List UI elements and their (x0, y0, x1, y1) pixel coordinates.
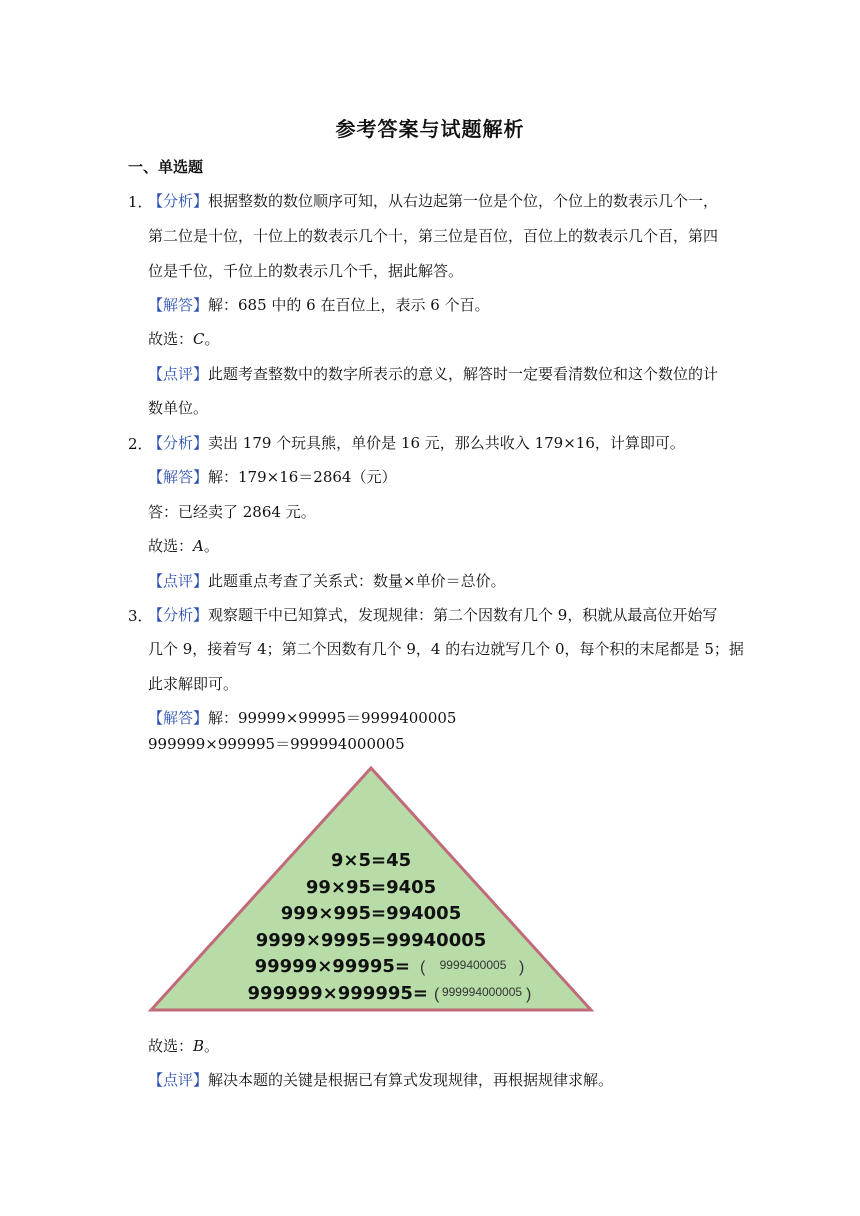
comment-tag: 【点评】 (148, 1071, 209, 1089)
solution-tag: 【解答】 (148, 709, 209, 727)
choice-suffix: 。 (203, 537, 219, 555)
page-title: 参考答案与试题解析 (335, 117, 525, 141)
pattern-row: 99999×99995= (254, 956, 410, 977)
q3-analysis-line: 几个 9，接着写 4；第二个因数有几个 9，4 的右边就写几个 0，每个积的末尾都是 5；据 (148, 640, 744, 658)
q3-comment-line (148, 1070, 613, 1090)
q1-comment-line: 数单位。 (148, 399, 209, 417)
choice-suffix: 。 (204, 1037, 220, 1055)
q3-analysis-line (148, 605, 717, 625)
choice-prefix: 故选： (148, 1037, 194, 1055)
question-number: 2． (128, 435, 153, 453)
choice-letter: B (193, 1037, 205, 1055)
solution-text: 解：179×16＝2864（元） (208, 468, 397, 486)
comment-tag: 【点评】 (148, 365, 209, 383)
section-heading: 一、单选题 (128, 158, 204, 176)
q1-analysis-line: 位是千位，千位上的数表示几个千，据此解答。 (148, 262, 464, 280)
q1-analysis-line: 第二位是十位，十位上的数表示几个十，第三位是百位，百位上的数表示几个百，第四 (148, 227, 719, 245)
q1-comment-line (148, 364, 718, 384)
q3-solution-line: 999999×999995＝999994000005 (148, 735, 405, 753)
solution-tag: 【解答】 (148, 468, 209, 486)
number-pattern-triangle (148, 762, 594, 1014)
q2-choice-line (148, 536, 219, 556)
answer-paren-close: ) (526, 986, 532, 1003)
q2-solution-line (148, 467, 396, 487)
question-number: 1． (128, 193, 153, 211)
q3-solution-line (148, 708, 456, 728)
pattern-row: 9999×9995=99940005 (255, 930, 487, 951)
choice-suffix: 。 (204, 330, 220, 348)
choice-prefix: 故选： (148, 330, 194, 348)
solution-text: 解：685 中的 6 在百位上，表示 6 个百。 (208, 296, 490, 314)
choice-letter: A (193, 537, 204, 555)
solution-text: 解：99999×99995＝9999400005 (208, 709, 457, 727)
analysis-text: 卖出 179 个玩具熊，单价是 16 元，那么共收入 179×16，计算即可。 (208, 434, 685, 452)
q3-analysis-line: 此求解即可。 (148, 675, 239, 693)
analysis-tag: 【分析】 (148, 434, 209, 452)
pattern-answer: 9999400005 (439, 958, 507, 972)
q2-comment-line (148, 571, 506, 591)
solution-tag: 【解答】 (148, 296, 209, 314)
q1-solution-line (148, 295, 490, 315)
comment-text: 此题重点考查了关系式：数量×单价＝总价。 (208, 572, 506, 590)
pattern-row: 999×995=994005 (280, 903, 462, 924)
q2-answer-line: 答：已经卖了 2864 元。 (148, 503, 316, 521)
pattern-row: 99×95=9405 (305, 877, 437, 898)
analysis-tag: 【分析】 (148, 192, 209, 210)
analysis-text: 根据整数的数位顺序可知，从右边起第一位是个位，个位上的数表示几个一， (208, 192, 719, 210)
pattern-row: 9×5=45 (330, 850, 412, 871)
pattern-row: 999999×999995= (247, 983, 428, 1004)
analysis-tag: 【分析】 (148, 606, 209, 624)
q3-choice-line (148, 1036, 219, 1056)
choice-prefix: 故选： (148, 537, 194, 555)
choice-letter: C (193, 330, 205, 348)
q2-analysis-line (148, 433, 685, 453)
comment-text: 此题考查整数中的数字所表示的意义，解答时一定要看清数位和这个数位的计 (208, 365, 719, 383)
comment-tag: 【点评】 (148, 572, 209, 590)
pattern-answer: 999994000005 (441, 985, 523, 999)
triangle-graphic (148, 762, 594, 1014)
q1-analysis-line (148, 191, 718, 211)
comment-text: 解决本题的关键是根据已有算式发现规律，再根据规律求解。 (208, 1071, 614, 1089)
analysis-text: 观察题干中已知算式，发现规律：第二个因数有几个 9，积就从最高位开始写 (208, 606, 718, 624)
answer-paren-open: ( (420, 959, 426, 976)
answer-paren-close: ) (519, 959, 525, 976)
question-number: 3． (128, 607, 153, 625)
q1-choice-line (148, 329, 220, 349)
answer-paren-open: ( (434, 986, 440, 1003)
